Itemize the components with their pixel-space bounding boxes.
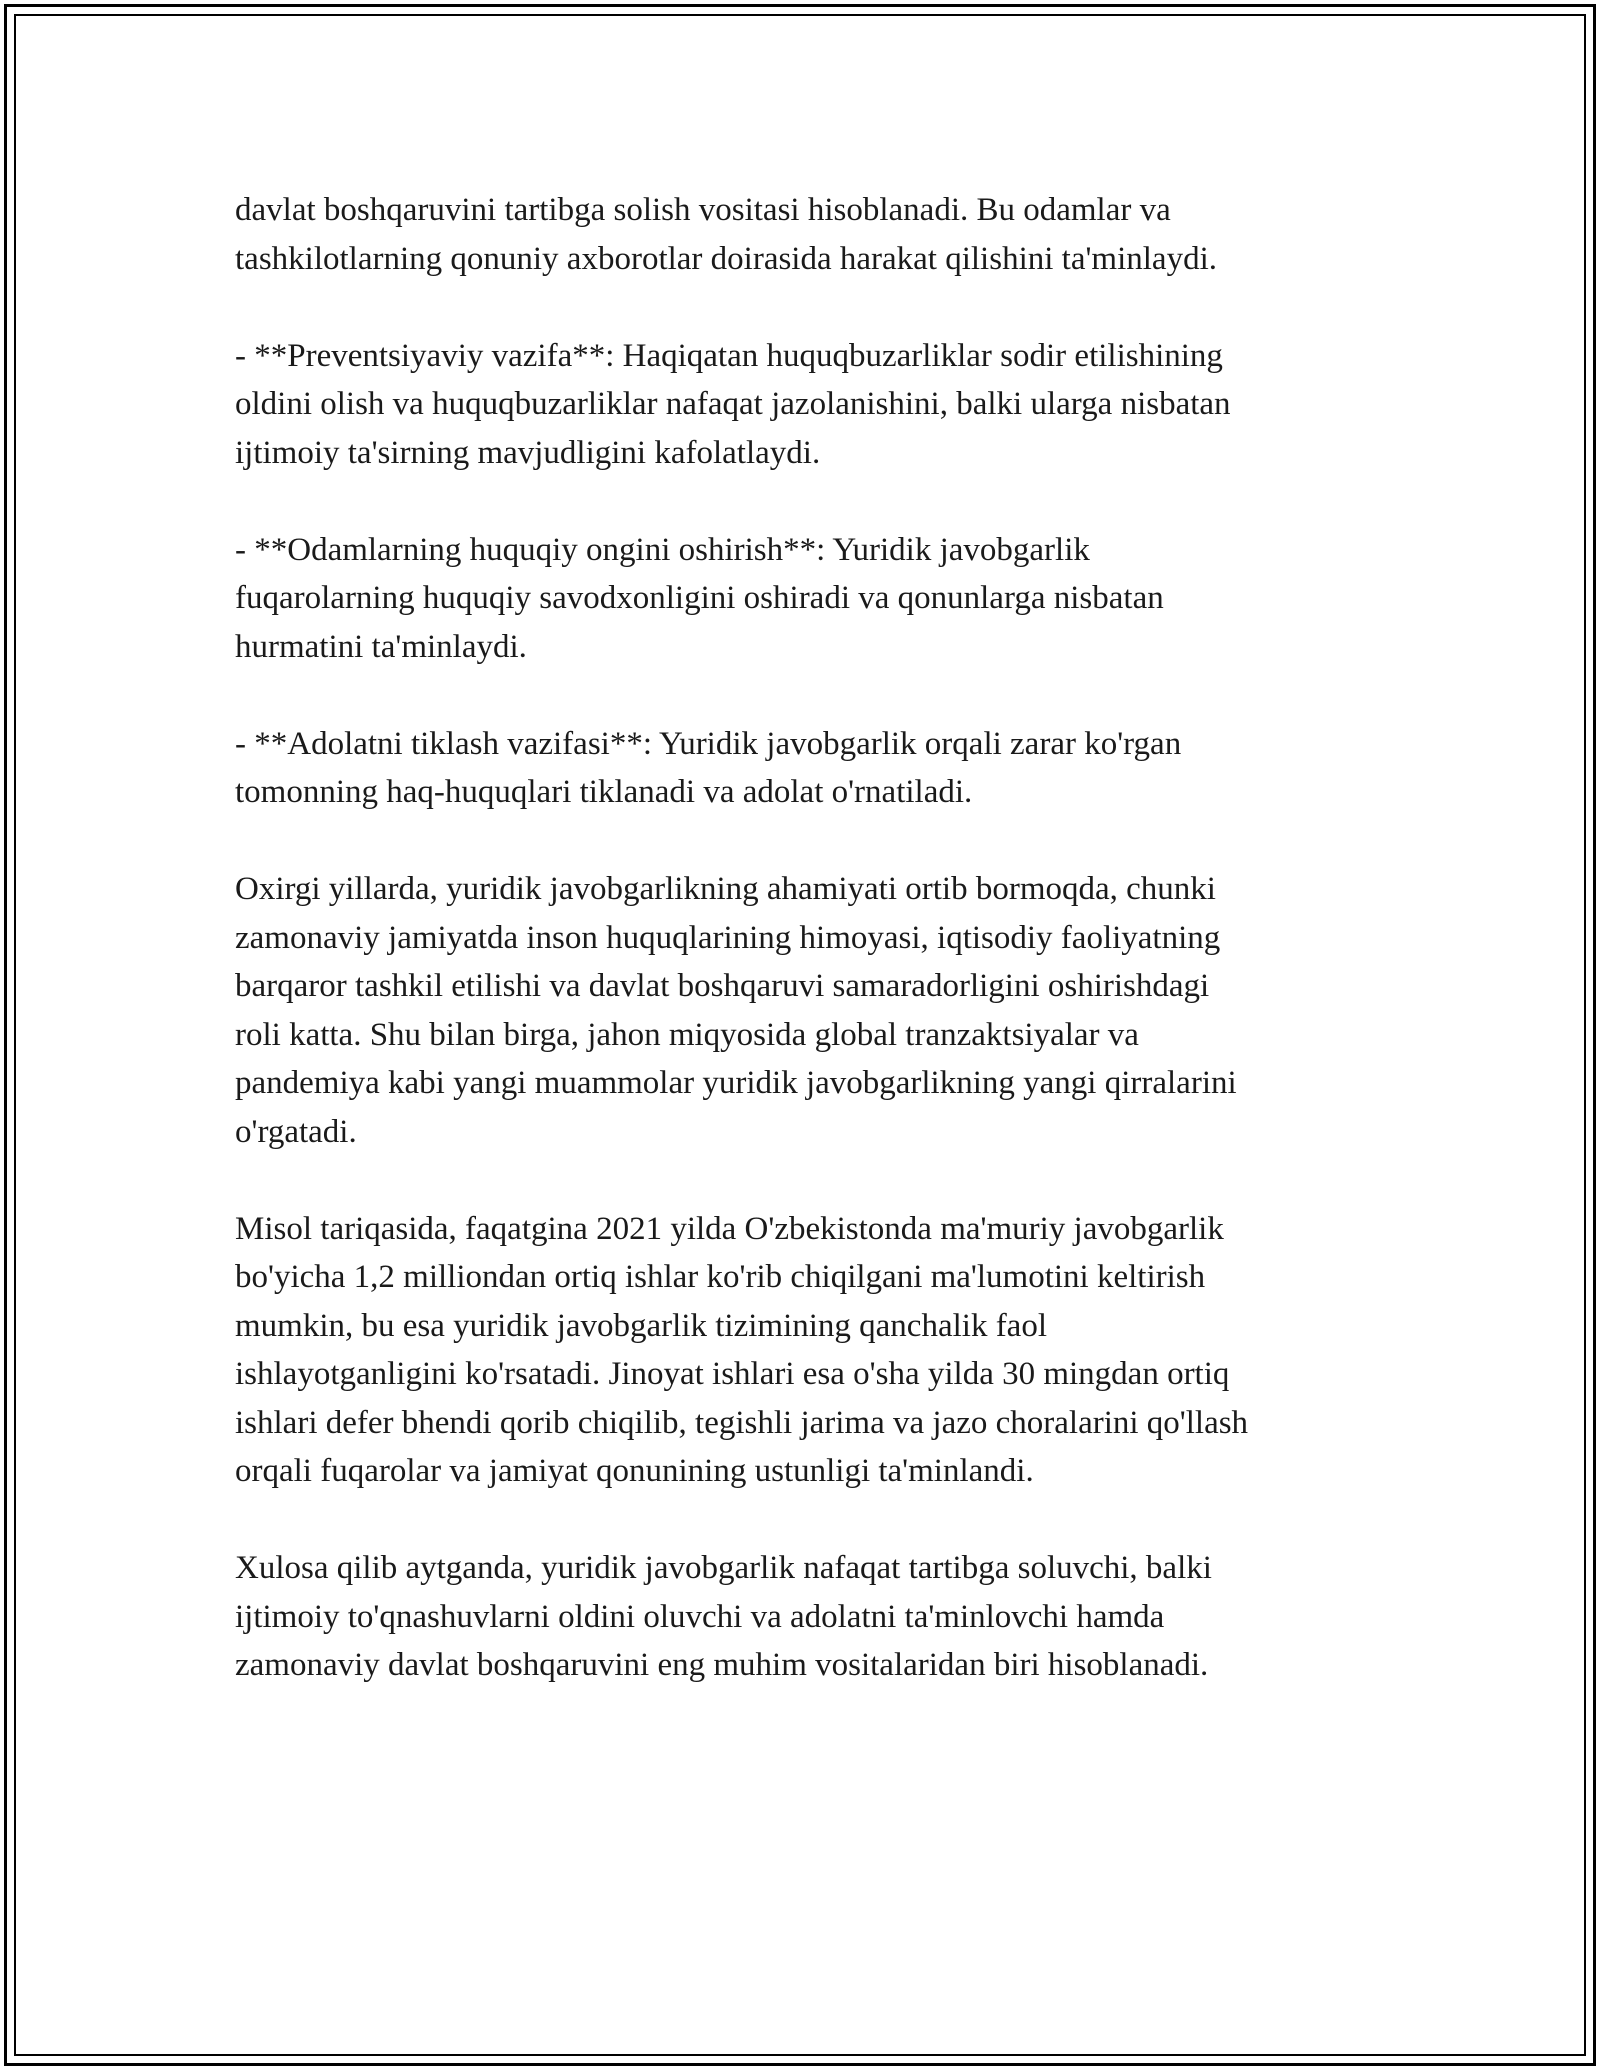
- text-line: tomonning haq-huquqlari tiklanadi va adolat o'rnatiladi.: [235, 774, 973, 810]
- paragraph-conclusion: [235, 1544, 1375, 1690]
- document-body: [235, 186, 1375, 1690]
- text-line: mumkin, bu esa yuridik javobgarlik tizimining qanchalik faol: [235, 1307, 1047, 1344]
- paragraph-intro: [235, 186, 1375, 283]
- text-line: zamonaviy jamiyatda inson huquqlarining himoyasi, iqtisodiy faoliyatning: [235, 919, 1221, 956]
- text-line: orqali fuqarolar va jamiyat qonunining ustunligi ta'minlandi.: [235, 1453, 1034, 1489]
- text-line: - **Odamlarning huquqiy ongini oshirish**: Yuridik javobgarlik: [235, 531, 1090, 568]
- text-line: hurmatini ta'minlaydi.: [235, 628, 527, 665]
- text-line: Xulosa qilib aytganda, yuridik javobgarlik nafaqat tartibga soluvchi, balki: [235, 1550, 1212, 1586]
- text-line: Misol tariqasida, faqatgina 2021 yilda O'zbekistonda ma'muriy javobgarlik: [235, 1210, 1224, 1247]
- text-line: o'rgatadi.: [235, 1113, 357, 1150]
- paragraph-preventive-function: [235, 332, 1375, 478]
- text-line: ijtimoiy ta'sirning mavjudligini kafolatlaydi.: [235, 434, 821, 471]
- text-line: davlat boshqaruvini tartibga solish vositasi hisoblanadi. Bu odamlar va: [235, 192, 1171, 228]
- text-line: bo'yicha 1,2 milliondan ortiq ishlar ko'rib chiqilgani ma'lumotini keltirish: [235, 1259, 1206, 1295]
- text-line: - **Adolatni tiklash vazifasi**: Yuridik javobgarlik orqali zarar ko'rgan: [235, 725, 1182, 762]
- text-line: Oxirgi yillarda, yuridik javobgarlikning ahamiyati ortib bormoqda, chunki: [235, 871, 1216, 907]
- text-line: tashkilotlarning qonuniy axborotlar doirasida harakat qilishini ta'minlaydi.: [235, 240, 1217, 277]
- text-line: fuqarolarning huquqiy savodxonligini oshiradi va qonunlarga nisbatan: [235, 580, 1164, 616]
- text-line: - **Preventsiyaviy vazifa**: Haqiqatan huquqbuzarliklar sodir etilishining: [235, 337, 1223, 374]
- text-line: barqaror tashkil etilishi va davlat boshqaruvi samaradorligini oshirishdagi: [235, 968, 1210, 1004]
- text-line: oldini olish va huquqbuzarliklar nafaqat jazolanishini, balki ularga nisbatan: [235, 386, 1231, 422]
- text-line: ijtimoiy to'qnashuvlarni oldini oluvchi va adolatni ta'minlovchi hamda: [235, 1598, 1165, 1635]
- text-line: roli katta. Shu bilan birga, jahon miqyosida global tranzaktsiyalar va: [235, 1016, 1139, 1053]
- paragraph-recent-years: [235, 865, 1375, 1156]
- text-line: zamonaviy davlat boshqaruvini eng muhim vositalaridan biri hisoblanadi.: [235, 1647, 1209, 1683]
- text-line: pandemiya kabi yangi muammolar yuridik javobgarlikning yangi qirralarini: [235, 1065, 1237, 1101]
- paragraph-legal-awareness: [235, 526, 1375, 672]
- text-line: ishlayotganligini ko'rsatadi. Jinoyat ishlari esa o'sha yilda 30 mingdan ortiq: [235, 1356, 1230, 1392]
- text-line: ishlari defer bhendi qorib chiqilib, tegishli jarima va jazo choralarini qo'llash: [235, 1404, 1249, 1441]
- paragraph-restoring-justice: [235, 720, 1375, 817]
- paragraph-example-statistics: [235, 1205, 1375, 1496]
